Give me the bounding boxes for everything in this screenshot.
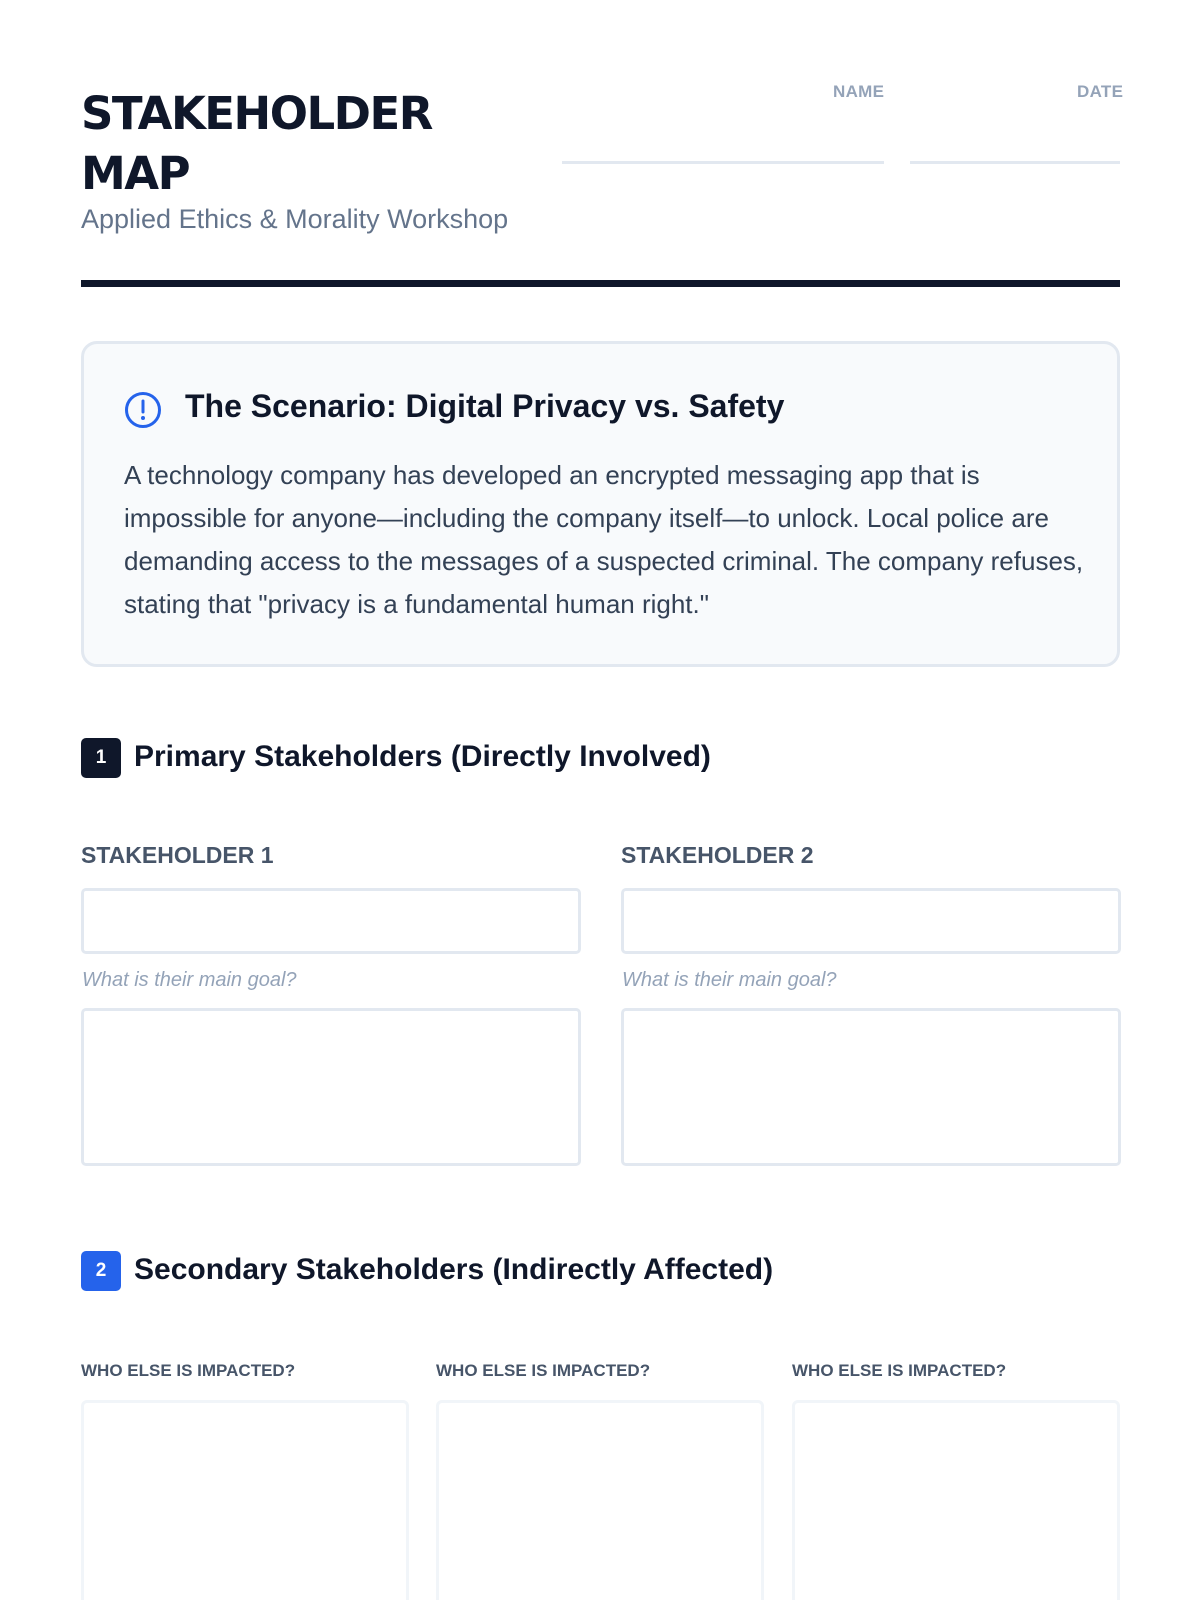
date-label: DATE — [1077, 82, 1124, 101]
title-line-1: STAKEHOLDER — [81, 87, 432, 140]
primary-section-header — [81, 738, 1120, 778]
date-field[interactable] — [910, 161, 1120, 164]
stakeholder-1-goal-input[interactable] — [81, 1008, 581, 1166]
secondary-stakeholder-3-input[interactable] — [792, 1400, 1120, 1600]
secondary-prompt-3: WHO ELSE IS IMPACTED? — [792, 1361, 1007, 1380]
secondary-stakeholder-2-input[interactable] — [436, 1400, 764, 1600]
worksheet-header — [81, 0, 1124, 287]
secondary-section-header — [81, 1251, 1120, 1291]
stakeholder-2-goal-input[interactable] — [621, 1008, 1121, 1166]
name-field[interactable] — [562, 161, 884, 164]
stakeholder-2-goal-hint: What is their main goal? — [622, 969, 837, 991]
alert-circle-icon — [124, 391, 162, 429]
stakeholder-1-label: STAKEHOLDER 1 — [81, 842, 274, 868]
stakeholder-1-input[interactable] — [81, 888, 581, 954]
header-divider — [81, 280, 1120, 287]
worksheet-page — [81, 0, 1124, 1600]
scenario-box — [81, 341, 1120, 667]
secondary-prompt-2: WHO ELSE IS IMPACTED? — [436, 1361, 651, 1380]
secondary-section-number: 2 — [81, 1251, 121, 1291]
secondary-stakeholder-1-input[interactable] — [81, 1400, 409, 1600]
title-line-2: MAP — [81, 147, 190, 200]
stakeholder-1-goal-hint: What is their main goal? — [82, 969, 297, 991]
scenario-description: A technology company has developed an encrypted messaging app that is impossible for anyone—including the company itself—to unlock. Local police are demanding access to the messages of a suspected criminal. The company refuses, stating that "privacy is a fundamental human right." — [124, 460, 1084, 619]
primary-section-number: 1 — [81, 738, 121, 778]
page-subtitle: Applied Ethics & Morality Workshop — [81, 204, 509, 234]
primary-section-title: Primary Stakeholders (Directly Involved) — [134, 740, 711, 773]
name-label: NAME — [833, 82, 885, 101]
secondary-prompt-1: WHO ELSE IS IMPACTED? — [81, 1361, 296, 1380]
scenario-title: The Scenario: Digital Privacy vs. Safety — [185, 388, 785, 424]
stakeholder-2-input[interactable] — [621, 888, 1121, 954]
page-title — [81, 84, 561, 204]
secondary-section-title: Secondary Stakeholders (Indirectly Affected) — [134, 1253, 774, 1286]
stakeholder-2-label: STAKEHOLDER 2 — [621, 842, 814, 868]
